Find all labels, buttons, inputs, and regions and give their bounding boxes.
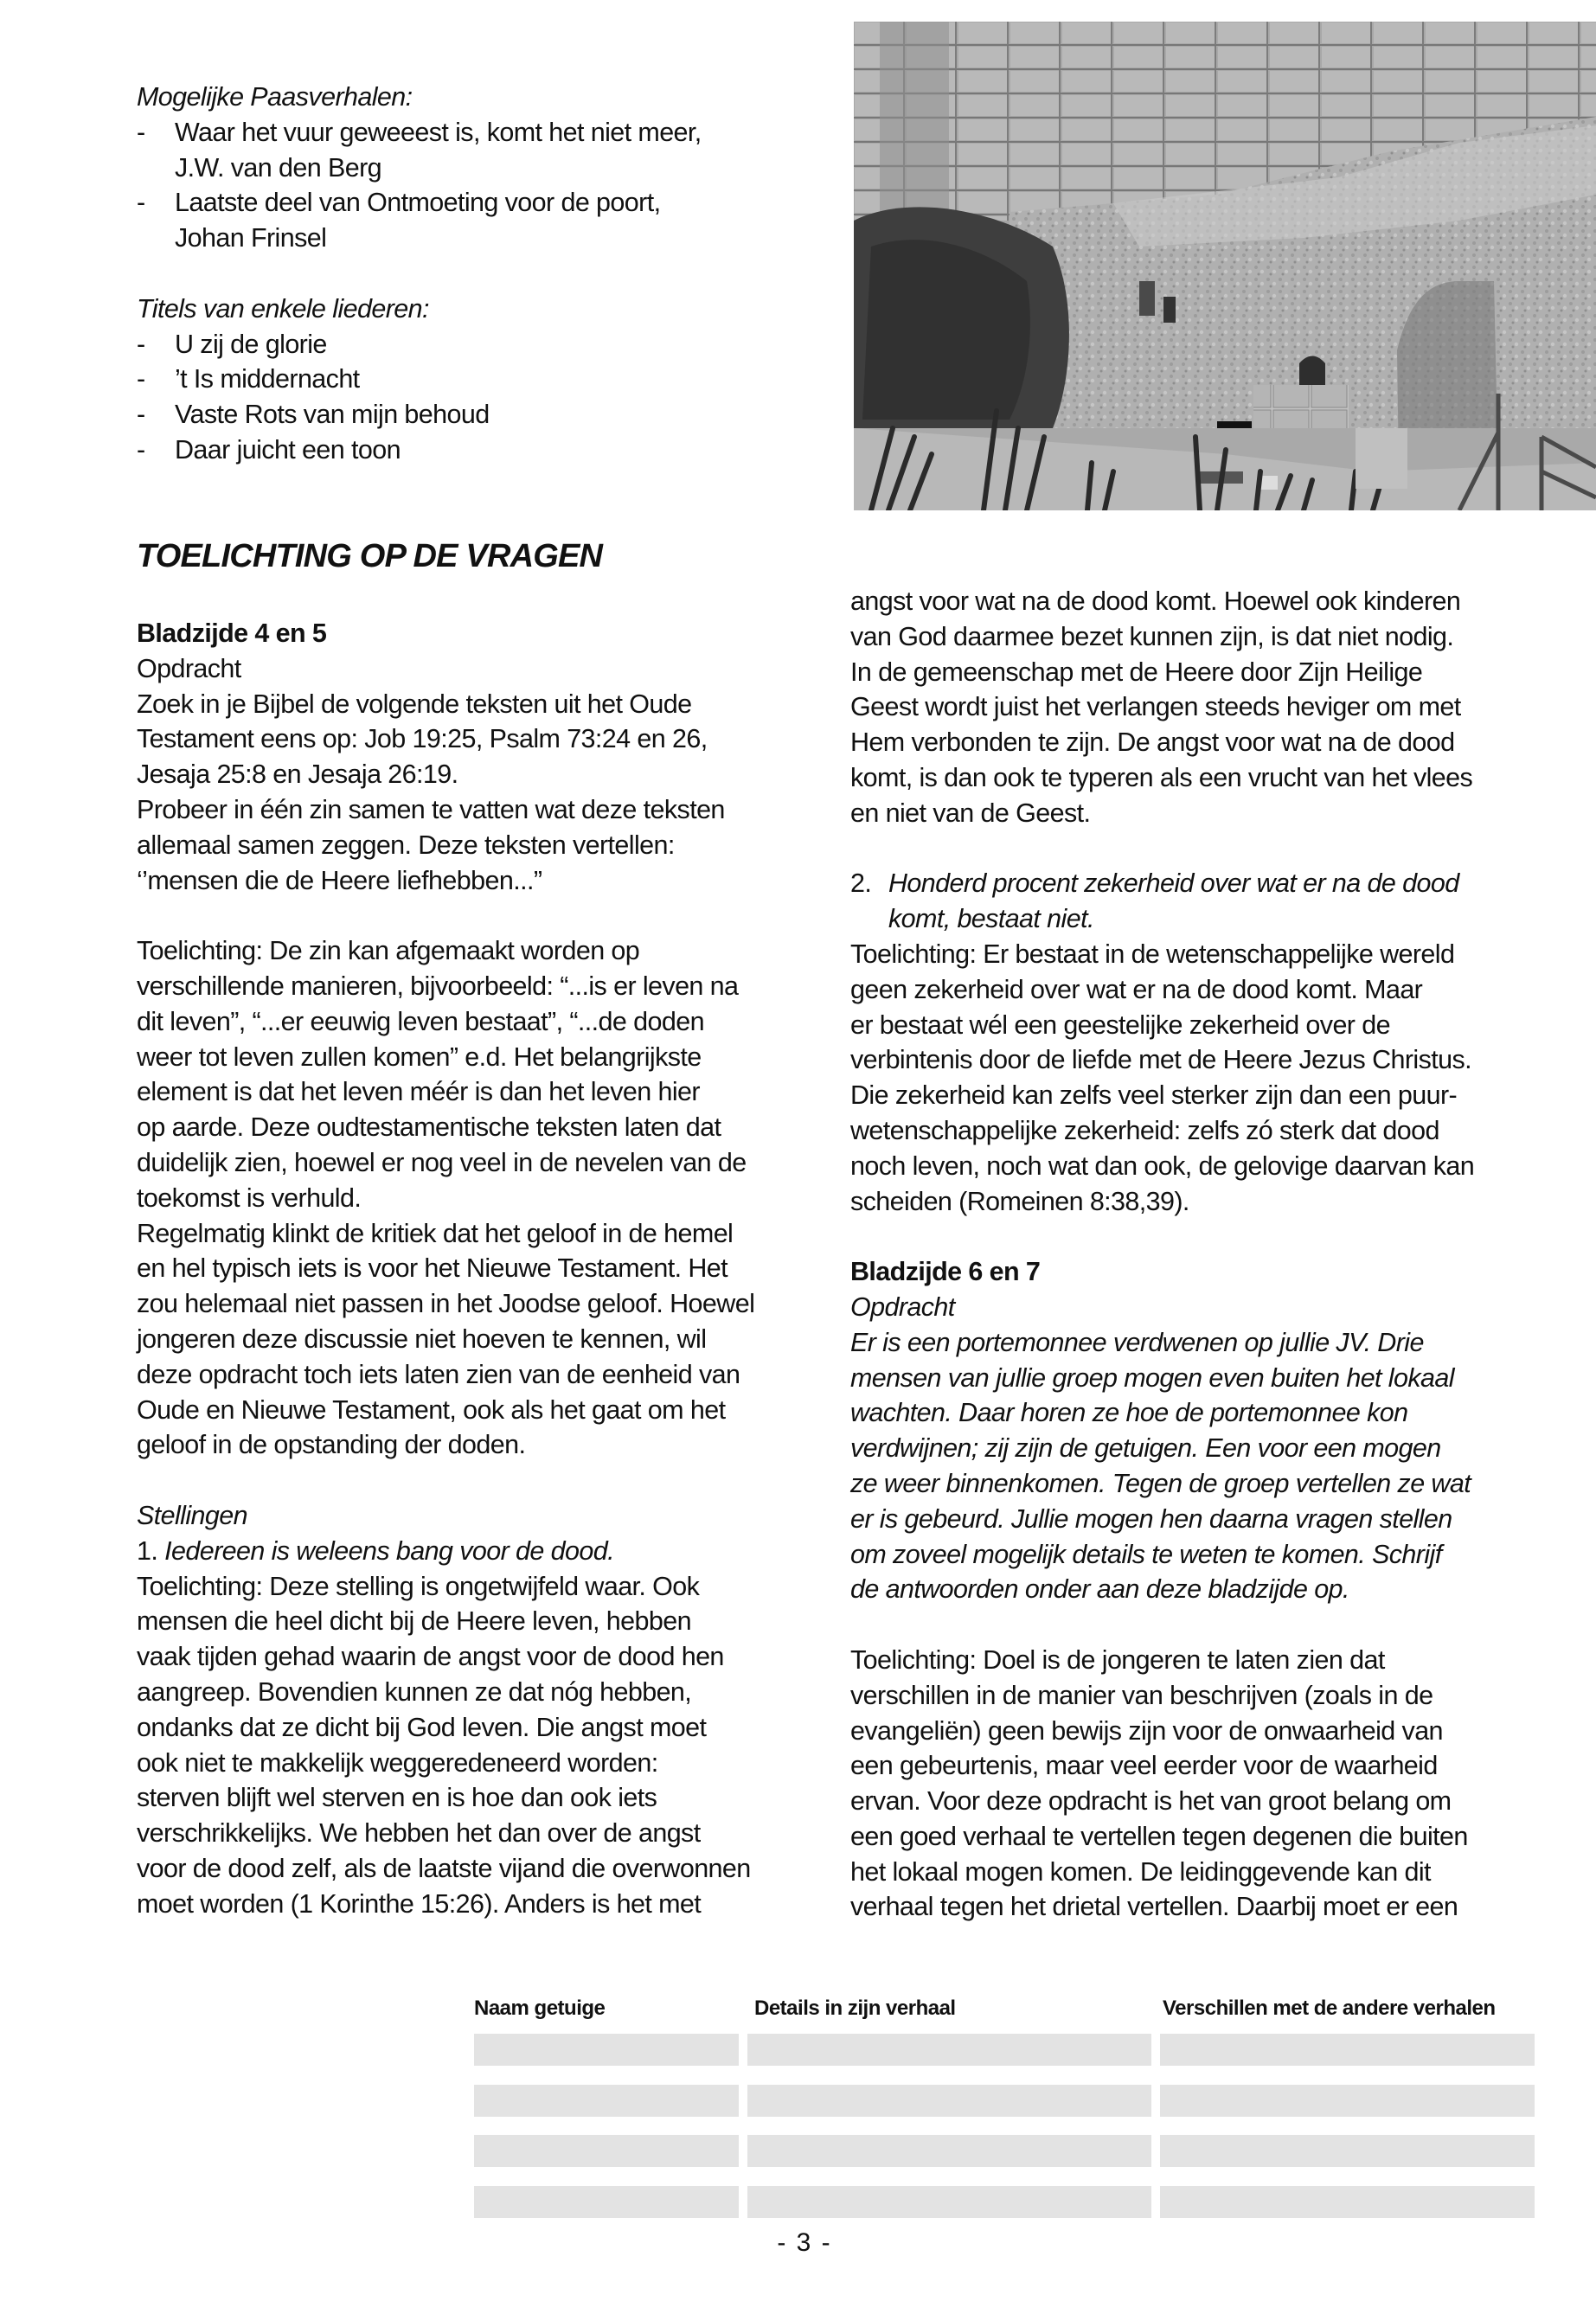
stelling-toelichting-line: ook niet te makkelijk weggeredeneerd worden: — [137, 1747, 658, 1778]
header-verschillen: Verschillen met de andere verhalen — [1163, 1997, 1496, 2020]
paasverhaal-item-author: Johan Frinsel — [175, 223, 327, 253]
tomb-photo — [854, 22, 1596, 510]
stelling-2-toelichting-line: wetenschappelijke zekerheid: zelfs zó sterk dat dood — [850, 1115, 1439, 1145]
continuation-line: komt, is dan ook te typeren als een vrucht van het vlees — [850, 762, 1473, 792]
toelichting-line: dit leven”, “...er eeuwig leven bestaat”, “...de doden — [137, 1006, 704, 1036]
stelling-toelichting-line: verschrikkelijks. We hebben het dan over de angst — [137, 1818, 701, 1849]
page-number: - 3 - — [777, 2228, 832, 2257]
paasverhaal-item: - Laatste deel van Ontmoeting voor de poort, — [137, 188, 661, 218]
toelichting-line: Toelichting: Doel is de jongeren te laten zien dat — [850, 1644, 1385, 1675]
input-verschillen[interactable] — [1160, 2085, 1535, 2117]
header-naam-getuige: Naam getuige — [474, 1997, 606, 2020]
stelling-toelichting-line: mensen die heel dicht bij de Heere leven, hebben — [137, 1606, 691, 1637]
opdracht-line: ze weer binnenkomen. Tegen de groep vertellen ze wat — [850, 1468, 1471, 1498]
toelichting-line: element is dat het leven méér is dan het leven hier — [137, 1077, 700, 1107]
paasverhaal-item: - Waar het vuur geweeest is, komt het niet meer, — [137, 117, 702, 147]
opdracht-line: Zoek in je Bijbel de volgende teksten uit het Oude — [137, 689, 692, 719]
witness-table — [474, 1990, 1535, 2024]
stelling-toelichting-line: aangreep. Bovendien kunnen ze dat nóg hebben, — [137, 1676, 692, 1707]
continuation-line: angst voor wat na de dood komt. Hoewel ook kinderen — [850, 586, 1461, 616]
tomb-photo-image — [854, 22, 1596, 510]
opdracht-line: allemaal samen zeggen. Deze teksten vertellen: — [137, 830, 675, 860]
bladzijde-4-5-heading: Bladzijde 4 en 5 — [137, 619, 327, 648]
stelling-2-cont: komt, bestaat niet. — [888, 904, 1094, 934]
stelling-2-toelichting-line: Die zekerheid kan zelfs veel sterker zijn dan een puur- — [850, 1080, 1458, 1111]
toelichting-line: ervan. Voor deze opdracht is het van groot belang om — [850, 1786, 1452, 1817]
opdracht-line: verdwijnen; zij zijn de getuigen. Een voor een mogen — [850, 1433, 1441, 1464]
input-details[interactable] — [747, 2186, 1151, 2218]
continuation-line: van God daarmee bezet kunnen zijn, is dat niet nodig. — [850, 621, 1454, 651]
toelichting-line: verhaal tegen het drietal vertellen. Daarbij moet er een — [850, 1892, 1458, 1922]
toelichting-line: duidelijk zien, hoewel er nog veel in de nevelen van de — [137, 1147, 747, 1177]
toelichting-line: zou helemaal niet passen in het Joodse geloof. Hoewel — [137, 1289, 755, 1319]
stelling-toelichting-line: Toelichting: Deze stelling is ongetwijfeld waar. Ook — [137, 1571, 700, 1601]
lied-item: - ’t Is middernacht — [137, 364, 360, 394]
toelichting-line: op aarde. Deze oudtestamentische teksten laten dat — [137, 1112, 721, 1143]
continuation-line: en niet van de Geest. — [850, 798, 1091, 828]
stelling-2-toelichting-line: scheiden (Romeinen 8:38,39). — [850, 1186, 1189, 1216]
lied-item: - Daar juicht een toon — [137, 434, 401, 465]
toelichting-line: verschillen in de manier van beschrijven (zoals in de — [850, 1680, 1433, 1710]
toelichting-line: weer tot leven zullen komen” e.d. Het belangrijkste — [137, 1042, 702, 1072]
toelichting-line: Regelmatig klinkt de kritiek dat het geloof in de hemel — [137, 1218, 734, 1248]
toelichting-line: deze opdracht toch iets laten zien van de eenheid van — [137, 1359, 740, 1389]
toelichting-line: en hel typisch iets is voor het Nieuwe Testament. Het — [137, 1253, 728, 1284]
stelling-2: 2. Honderd procent zekerheid over wat er na de dood — [850, 868, 1459, 899]
toelichting-line: een gebeurtenis, maar veel eerder voor de waarheid — [850, 1751, 1438, 1781]
input-details[interactable] — [747, 2135, 1151, 2167]
input-naam-getuige[interactable] — [474, 2186, 739, 2218]
paasverhalen-heading: Mogelijke Paasverhalen: — [137, 82, 413, 112]
input-naam-getuige[interactable] — [474, 2085, 739, 2117]
opdracht-line: Probeer in één zin samen te vatten wat deze teksten — [137, 794, 725, 824]
continuation-line: Hem verbonden te zijn. De angst voor wat na de dood — [850, 727, 1455, 758]
left-column — [137, 616, 794, 1921]
lied-item: - Vaste Rots van mijn behoud — [137, 400, 490, 430]
opdracht-line: mensen van jullie groep mogen even buiten het lokaal — [850, 1362, 1454, 1393]
input-details[interactable] — [747, 2034, 1151, 2066]
opdracht-line: de antwoorden onder aan deze bladzijde op. — [850, 1574, 1349, 1605]
opdracht-line: om zoveel mogelijk details te weten te komen. Schrijf — [850, 1539, 1442, 1569]
stelling-toelichting-line: sterven blijft wel sterven en is hoe dan ook iets — [137, 1783, 657, 1813]
toelichting-line: geloof in de opstanding der doden. — [137, 1430, 526, 1460]
lied-item: - U zij de glorie — [137, 329, 327, 359]
stelling-2-toelichting-line: noch leven, noch wat dan ook, de gelovige daarvan kan — [850, 1150, 1475, 1181]
input-verschillen[interactable] — [1160, 2034, 1535, 2066]
opdracht-line: wachten. Daar horen ze hoe de portemonnee kon — [850, 1398, 1408, 1428]
bladzijde-6-7-heading: Bladzijde 6 en 7 — [850, 1257, 1041, 1287]
continuation-line: In de gemeenschap met de Heere door Zijn Heilige — [850, 657, 1423, 687]
toelichting-line: een goed verhaal te vertellen tegen degenen die buiten — [850, 1821, 1468, 1851]
stelling-1: 1. Iedereen is weleens bang voor de dood. — [137, 1535, 614, 1566]
witness-table-header — [474, 1990, 1535, 2024]
input-naam-getuige[interactable] — [474, 2135, 739, 2167]
stelling-toelichting-line: voor de dood zelf, als de laatste vijand die overwonnen — [137, 1853, 751, 1883]
stelling-toelichting-line: vaak tijden gehad waarin de angst voor de dood hen — [137, 1642, 724, 1672]
toelichting-line: Toelichting: De zin kan afgemaakt worden op — [137, 936, 640, 966]
opdracht-line: Er is een portemonnee verdwenen op jullie JV. Drie — [850, 1327, 1424, 1357]
input-verschillen[interactable] — [1160, 2135, 1535, 2167]
stelling-2-toelichting-line: Toelichting: Er bestaat in de wetenschappelijke wereld — [850, 939, 1455, 969]
opdracht-line: ‘’mensen die de Heere liefhebben...” — [137, 865, 542, 895]
stelling-2-toelichting-line: geen zekerheid over wat er na de dood komt. Maar — [850, 974, 1423, 1004]
stelling-2-toelichting-line: verbintenis door de liefde met de Heere Jezus Christus. — [850, 1045, 1472, 1075]
toelichting-line: Oude en Nieuwe Testament, ook als het gaat om het — [137, 1394, 726, 1425]
toelichting-line: jongeren deze discussie niet hoeven te kennen, wil — [137, 1324, 707, 1354]
liederen-heading: Titels van enkele liederen: — [137, 293, 429, 324]
opdracht-line: Testament eens op: Job 19:25, Psalm 73:24 en 26, — [137, 724, 708, 754]
input-verschillen[interactable] — [1160, 2186, 1535, 2218]
continuation-line: Geest wordt juist het verlangen steeds heviger om met — [850, 692, 1461, 722]
input-naam-getuige[interactable] — [474, 2034, 739, 2066]
section-title: TOELICHTING OP DE VRAGEN — [137, 538, 603, 574]
toelichting-line: verschillende manieren, bijvoorbeeld: “...is er leven na — [137, 971, 739, 1001]
input-details[interactable] — [747, 2085, 1151, 2117]
stelling-toelichting-line: ondanks dat ze dicht bij God leven. Die angst moet — [137, 1712, 707, 1742]
right-column — [850, 584, 1542, 1925]
opdracht-label: Opdracht — [137, 653, 241, 683]
toelichting-line: het lokaal mogen komen. De leidinggevende kan dit — [850, 1856, 1431, 1887]
opdracht-line: er is gebeurd. Jullie mogen hen daarna vragen stellen — [850, 1503, 1452, 1534]
header-details: Details in zijn verhaal — [754, 1997, 956, 2020]
opdracht-line: Jesaja 25:8 en Jesaja 26:19. — [137, 760, 458, 790]
stelling-toelichting-line: moet worden (1 Korinthe 15:26). Anders is het met — [137, 1888, 702, 1919]
opdracht-label: Opdracht — [850, 1292, 955, 1322]
toelichting-line: toekomst is verhuld. — [137, 1183, 362, 1213]
paasverhaal-item-author: J.W. van den Berg — [175, 152, 382, 183]
stelling-2-toelichting-line: er bestaat wél een geestelijke zekerheid over de — [850, 1009, 1390, 1040]
intro-block — [137, 80, 794, 468]
toelichting-line: evangeliën) geen bewijs zijn voor de onwaarheid van — [850, 1715, 1443, 1746]
stellingen-label: Stellingen — [137, 1500, 247, 1530]
